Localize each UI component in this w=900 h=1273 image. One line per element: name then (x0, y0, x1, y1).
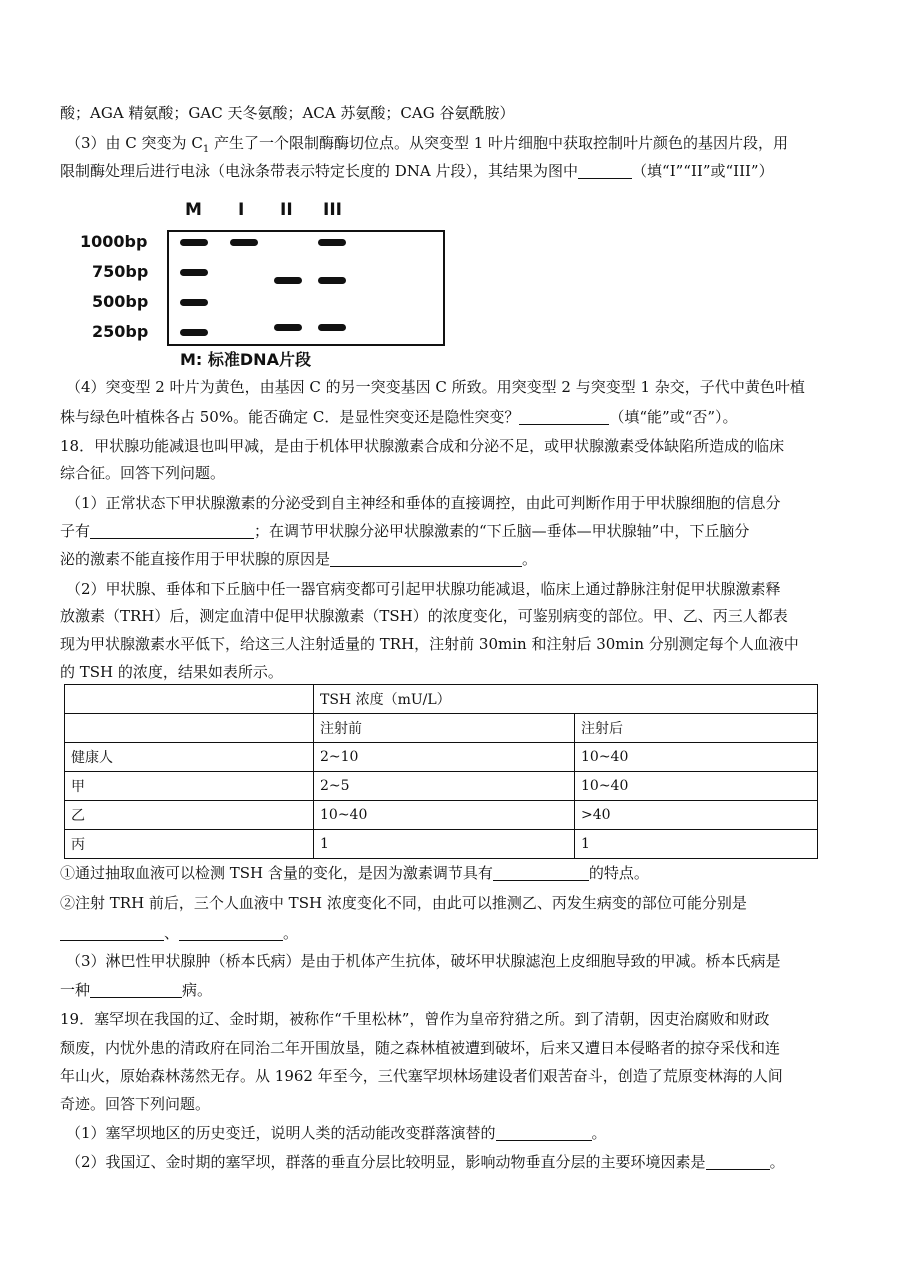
text-line-q18-sub2b (60, 922, 840, 944)
size-label-250: 250bp (92, 322, 149, 341)
size-label-500: 500bp (92, 292, 149, 311)
text: 。 (769, 1153, 785, 1171)
text: ②注射 TRH 前后，三个人血液中 TSH 浓度变化不同，由此可以推测乙、丙发生病变的部位可能分别是 (60, 894, 747, 912)
text: （2）甲状腺、垂体和下丘脑中任一器官病变都可引起甲状腺功能减退，临床上通过静脉注射促甲状腺激素释 (66, 580, 781, 598)
text: （3）由 C 突变为 C (66, 134, 203, 152)
answer-blank[interactable] (493, 864, 589, 881)
text: （1）正常状态下甲状腺激素的分泌受到自主神经和垂体的直接调控，由此可判断作用于甲状腺细胞的信息分 (66, 494, 781, 512)
text: 株与绿色叶植株各占 50%。能否确定 C．是显性突变还是隐性突变？ (60, 408, 520, 426)
text-line-q4 (66, 376, 846, 398)
text: （2）我国辽、金时期的塞罕坝，群落的垂直分层比较明显，影响动物垂直分层的主要环境因素是 (66, 1153, 706, 1171)
text-line-q18-2 (66, 578, 846, 600)
text: ①通过抽取血液可以检测 TSH 含量的变化，是因为激素调节具有 (60, 864, 493, 882)
subscript: 1 (202, 144, 210, 155)
answer-blank[interactable] (60, 924, 164, 941)
text: 奇迹。回答下列问题。 (60, 1095, 211, 1113)
answer-blank[interactable] (706, 1153, 770, 1170)
band-M-250 (180, 329, 208, 336)
band-II-750 (274, 277, 302, 284)
gel-box (167, 230, 445, 346)
text-line-q18 (60, 435, 840, 457)
text: （填“I”“II”或“III”） (632, 162, 774, 180)
gel-figure (80, 200, 380, 370)
text: 限制酶处理后进行电泳（电泳条带表示特定长度的 DNA 片段），其结果为图中 (60, 162, 579, 180)
table-row (65, 830, 818, 859)
table-cell: 1 (575, 830, 818, 859)
table-cell: 10~40 (575, 772, 818, 801)
text: 的特点。 (588, 864, 649, 882)
table-cell: 2~10 (314, 743, 575, 772)
row-label: 甲 (65, 772, 314, 801)
text-line-q18-sub1 (60, 862, 840, 884)
text: 18．甲状腺功能减退也叫甲减，是由于机体甲状腺激素合成和分泌不足，或甲状腺激素受体缺陷所造成的临床 (60, 437, 785, 455)
table-cell (65, 714, 314, 743)
text: （3）淋巴性甲状腺肿（桥本氏病）是由于机体产生抗体，破坏甲状腺滤泡上皮细胞导致的甲减。桥本氏病是 (66, 952, 781, 970)
text-line-q19d (60, 1093, 840, 1115)
row-label: 丙 (65, 830, 314, 859)
text-line-q18-2c (60, 633, 840, 655)
table-row (65, 685, 818, 714)
table-row (65, 743, 818, 772)
table-cell: >40 (575, 801, 818, 830)
band-II-250 (274, 324, 302, 331)
band-M-500 (180, 299, 208, 306)
text: 病。 (182, 981, 213, 999)
text: 子有 (60, 522, 91, 540)
band-III-1000 (318, 239, 346, 246)
size-label-750: 750bp (92, 262, 149, 281)
lane-label-II: II (280, 200, 293, 220)
column-header-before: 注射前 (314, 714, 575, 743)
lane-label-I: I (238, 200, 245, 220)
row-label: 健康人 (65, 743, 314, 772)
table-cell: 2~5 (314, 772, 575, 801)
table-cell: 10~40 (575, 743, 818, 772)
text-line-q3-cont (60, 160, 840, 182)
table-header: TSH 浓度（mU/L） (314, 685, 818, 714)
table-cell: 10~40 (314, 801, 575, 830)
text: （1）塞罕坝地区的历史变迁，说明人类的活动能改变群落演替的 (66, 1124, 496, 1142)
band-M-750 (180, 269, 208, 276)
text-line-q19b (60, 1037, 840, 1059)
text-line-amino-acids (60, 102, 840, 124)
answer-blank[interactable] (496, 1124, 592, 1141)
tsh-table (64, 684, 818, 859)
text: 酸；AGA 精氨酸；GAC 天冬氨酸；ACA 苏氨酸；CAG 谷氨酰胺） (60, 104, 515, 122)
table-cell: 1 (314, 830, 575, 859)
text: 现为甲状腺激素水平低下，给这三人注射适量的 TRH，注射前 30min 和注射后 30min 分别测定每个人血液中 (60, 635, 799, 653)
text-line-q19-1 (66, 1122, 846, 1144)
answer-blank[interactable] (90, 522, 254, 539)
text: 年山火，原始森林荡然无存。从 1962 年至今，三代塞罕坝林场建设者们艰苦奋斗，创造了荒原变林海的人间 (60, 1067, 783, 1085)
text-line-q18-3 (66, 950, 846, 972)
answer-blank[interactable] (179, 924, 283, 941)
text-line-q18-1c (60, 548, 840, 570)
text: 一种 (60, 981, 91, 999)
size-label-1000: 1000bp (80, 232, 148, 251)
text: 的 TSH 的浓度，结果如表所示。 (60, 663, 283, 681)
text-line-q18-sub2 (60, 892, 840, 914)
band-III-250 (318, 324, 346, 331)
text-line-q19 (60, 1008, 840, 1030)
table-cell (65, 685, 314, 714)
text-line-q18-cont (60, 462, 840, 484)
table-row (65, 714, 818, 743)
text-line-q18-3b (60, 979, 840, 1001)
text-line-q3 (66, 132, 846, 161)
text-line-q18-1b (60, 520, 840, 542)
column-header-after: 注射后 (575, 714, 818, 743)
band-I-1000 (230, 239, 258, 246)
text: 19．塞罕坝在我国的辽、金时期，被称作“千里松林”，曾作为皇帝狩猎之所。到了清朝，因吏治腐败和财政 (60, 1010, 770, 1028)
text-line-q19-2 (66, 1151, 846, 1173)
lane-label-III: III (323, 200, 342, 220)
text: 。 (522, 550, 538, 568)
text-line-q4-cont (60, 406, 840, 428)
answer-blank[interactable] (519, 408, 609, 425)
table-row (65, 772, 818, 801)
text: 。 (283, 924, 299, 942)
answer-blank[interactable] (90, 981, 182, 998)
text: 放激素（TRH）后，测定血清中促甲状腺激素（TSH）的浓度变化，可鉴别病变的部位。甲、乙、丙三人都表 (60, 607, 788, 625)
table-row (65, 801, 818, 830)
text: 泌的激素不能直接作用于甲状腺的原因是 (60, 550, 331, 568)
gel-caption: M: 标准DNA片段 (180, 350, 311, 369)
text: （4）突变型 2 叶片为黄色，由基因 C 的另一突变基因 C 所致。用突变型 2 与突变型 1 杂交，子代中黄色叶植 (66, 378, 805, 396)
text-line-q18-1 (66, 492, 846, 514)
band-M-1000 (180, 239, 208, 246)
lane-label-M: M (185, 200, 202, 220)
text-line-q18-2b (60, 605, 840, 627)
text-line-q18-2d (60, 661, 840, 683)
text: 综合征。回答下列问题。 (60, 464, 226, 482)
text: 、 (164, 924, 180, 942)
text: 产生了一个限制酶酶切位点。从突变型 1 叶片细胞中获取控制叶片颜色的基因片段，用 (209, 134, 789, 152)
text: ；在调节甲状腺分泌甲状腺激素的“下丘脑—垂体—甲状腺轴”中，下丘脑分 (254, 522, 750, 540)
text-line-q19c (60, 1065, 840, 1087)
answer-blank[interactable] (578, 162, 632, 179)
band-III-750 (318, 277, 346, 284)
row-label: 乙 (65, 801, 314, 830)
text: 颓废，内忧外患的清政府在同治二年开围放垦，随之森林植被遭到破坏，后来又遭日本侵略者的掠夺采伐和连 (60, 1039, 781, 1057)
text: （填“能”或“否”）。 (609, 408, 738, 426)
text: 。 (591, 1124, 607, 1142)
answer-blank[interactable] (330, 550, 522, 567)
